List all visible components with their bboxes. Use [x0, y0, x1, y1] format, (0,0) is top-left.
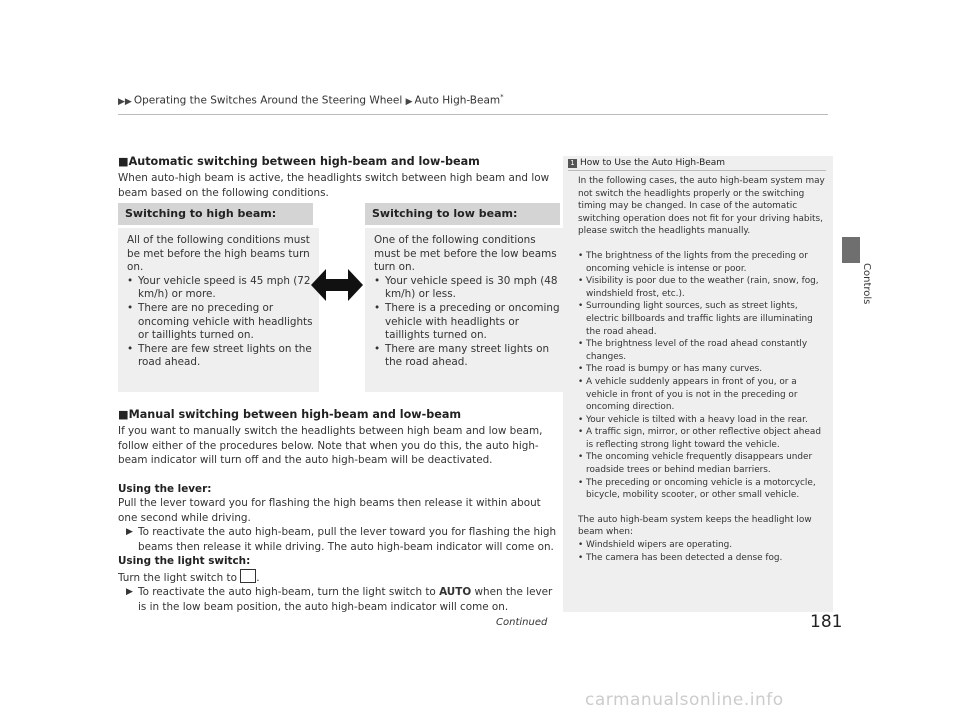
lever-text: Pull the lever toward you for flashing the high beams then release it within about one second while driving.: [118, 497, 541, 524]
list-item: • There is a preceding or oncoming vehicle with headlights or taillights turned on.: [374, 302, 560, 343]
list-item: • Visibility is poor due to the weather (rain, snow, fog, windshield frost, etc.).: [578, 275, 830, 300]
watermark: carmanualsonline.info: [585, 690, 784, 710]
list-item: • The camera has been detected a dense fog.: [578, 552, 830, 565]
switch-text: Turn the light switch to .: [118, 569, 558, 586]
low-beam-box: [365, 228, 566, 392]
low-beam-box-title: Switching to low beam:: [365, 203, 560, 225]
list-item: • Your vehicle is tilted with a heavy load in the rear.: [578, 414, 830, 427]
list-item: • There are few street lights on the road ahead.: [127, 343, 313, 370]
manual-intro: If you want to manually switch the headlights between high beam and low beam, follow either of the procedures below. Note that when you do this, the auto high-beam indicator will turn off and the auto high-beam will be deactivated.: [118, 425, 543, 466]
arrow-icon: ▶: [405, 96, 413, 107]
page-number: 181: [810, 612, 843, 632]
list-item: • The brightness of the lights from the preceding or oncoming vehicle is intense or poor.: [578, 250, 830, 275]
list-item: • A traffic sign, mirror, or other reflective object ahead is reflecting strong light toward the vehicle.: [578, 426, 830, 451]
list-item: • The brightness level of the road ahead constantly changes.: [578, 338, 830, 363]
high-beam-intro: All of the following conditions must be met before the high beams turn on.: [127, 234, 310, 274]
list-item: • Your vehicle speed is 30 mph (48 km/h) or less.: [374, 275, 560, 302]
lever-note: ▶ To reactivate the auto high-beam, pull the lever toward you for flashing the high beams then release it while driving. The auto high-beam indicator will come on.: [126, 526, 557, 553]
breadcrumb: [118, 93, 504, 107]
sidebar-intro: In the following cases, the auto high-beam system may not switch the headlights properly or the switching timing may be changed. In case of the automatic switching operation does not fit for your driving habits, please switch the headlights manually.: [578, 176, 825, 237]
high-beam-box: [118, 228, 319, 392]
switch-note: ▶ To reactivate the auto high-beam, turn the light switch to AUTO when the lever is in the low beam position, the auto high-beam indicator will come on.: [126, 586, 553, 613]
square-bullet-icon: ■: [118, 155, 129, 168]
section-tab-marker: [842, 237, 860, 263]
sidebar-content: [578, 175, 830, 564]
breadcrumb-part1: Operating the Switches Around the Steering Wheel: [133, 94, 403, 107]
switch-title: Using the light switch:: [118, 555, 251, 567]
manual-section: [118, 424, 558, 614]
double-arrow-icon: ▶▶: [118, 96, 132, 107]
double-arrow-graphic-icon: [311, 267, 363, 303]
arrow-icon: ▶: [126, 587, 133, 597]
list-item: • The oncoming vehicle frequently disappears under roadside trees or behind median barriers.: [578, 451, 830, 476]
breadcrumb-part2: Auto High-Beam: [414, 94, 501, 107]
auto-heading: ■Automatic switching between high-beam and low-beam: [118, 155, 480, 168]
list-item: • Surrounding light sources, such as street lights, electric billboards and traffic lights are illuminating the road ahead.: [578, 300, 830, 338]
list-item: • The road is bumpy or has many curves.: [578, 363, 830, 376]
headlight-icon: [240, 569, 256, 583]
list-item: • Windshield wipers are operating.: [578, 539, 830, 552]
list-item: • The preceding or oncoming vehicle is a motorcycle, bicycle, mobility scooter, or other small vehicle.: [578, 477, 830, 502]
manual-heading: ■Manual switching between high-beam and low-beam: [118, 408, 462, 421]
header-divider: [118, 114, 828, 115]
low-beam-intro: One of the following conditions must be met before the low beams turn on.: [374, 234, 557, 274]
list-item: • A vehicle suddenly appears in front of you, or a vehicle in front of you is not in the preceding or oncoming direction.: [578, 376, 830, 414]
sidebar-divider: [568, 170, 826, 171]
list-item: • There are many street lights on the road ahead.: [374, 343, 560, 370]
list-item: • There are no preceding or oncoming vehicle with headlights or taillights turned on.: [127, 302, 313, 343]
high-beam-box-title: Switching to high beam:: [118, 203, 313, 225]
sidebar-title: 1 How to Use the Auto High-Beam: [568, 158, 725, 168]
note-number-icon: 1: [568, 159, 577, 168]
list-item: • Your vehicle speed is 45 mph (72 km/h) or more.: [127, 275, 313, 302]
asterisk: *: [500, 93, 504, 101]
lever-title: Using the lever:: [118, 482, 212, 495]
continued-label: Continued: [496, 617, 548, 628]
section-tab-label: Controls: [861, 263, 872, 305]
auto-intro: When auto-high beam is active, the headlights switch between high beam and low beam based on the following conditions.: [118, 172, 550, 199]
sidebar-low-intro: The auto high-beam system keeps the headlight low beam when:: [578, 514, 812, 538]
arrow-icon: ▶: [126, 527, 133, 537]
square-bullet-icon: ■: [118, 408, 129, 421]
